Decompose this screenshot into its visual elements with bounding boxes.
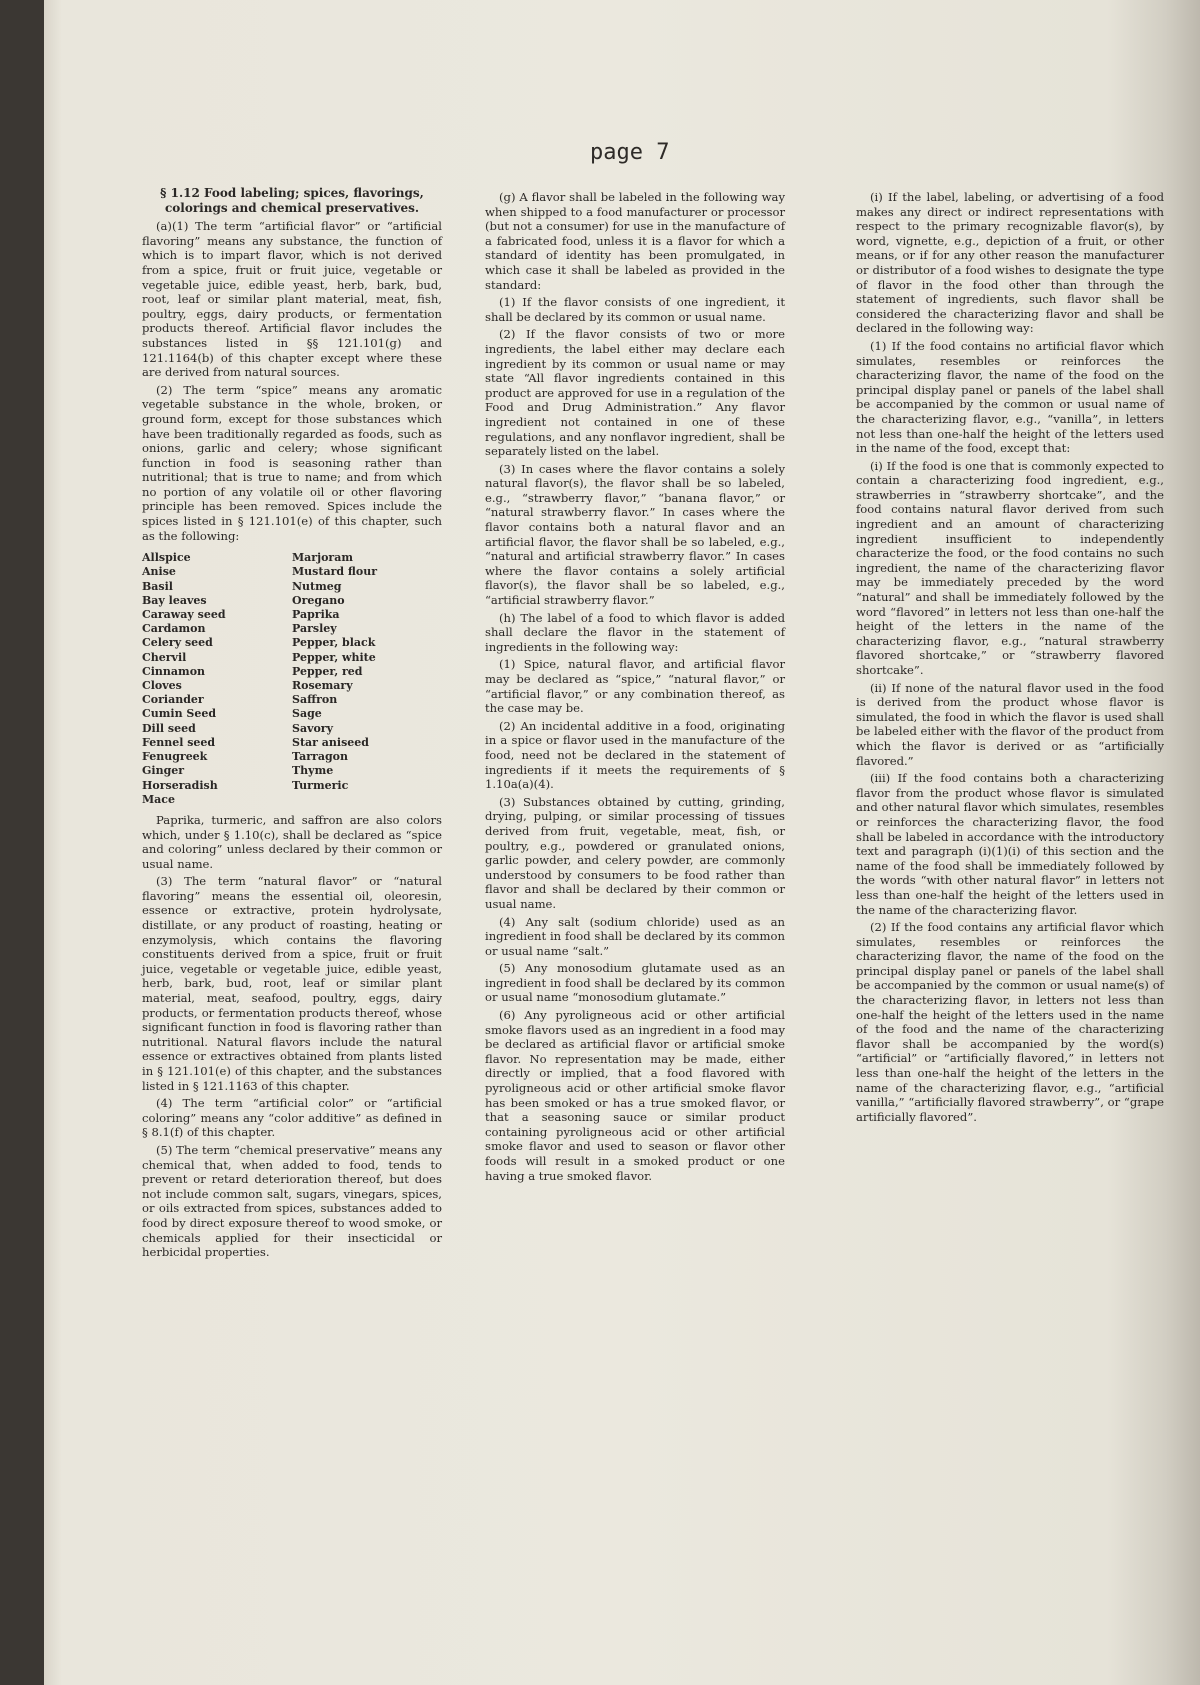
- spice-item: Sage: [292, 707, 322, 721]
- column-3: [856, 190, 1164, 1127]
- spice-item: Saffron: [292, 693, 338, 707]
- column-1: [142, 186, 442, 1263]
- paragraph: (3) In cases where the flavor contains a solely natural flavor(s), the flavor shall be so labeled, e.g., “strawberry flavor,” “banana flavor,” or “natural strawberry flavor.” In cases where the flavor contains both a natural flavor and an artificial flavor, the flavor shall be so labeled, e.g., “natural and artificial strawberry flavor.” In cases where the flavor contains a solely artificial flavor(s), the flavor shall be so labeled, e.g., “artificial strawberry flavor.”: [485, 461, 785, 608]
- spice-item: Coriander: [142, 693, 204, 707]
- paragraph: (1) If the flavor consists of one ingredient, it shall be declared by its common or usual name.: [485, 295, 785, 324]
- spice-item: Cinnamon: [142, 664, 206, 678]
- spice-item: Basil: [142, 579, 173, 593]
- spice-item: Savory: [292, 721, 333, 735]
- paragraph: (5) Any monosodium glutamate used as an ingredient in food shall be declared by its common or usual name “monosodium glutamate.”: [485, 961, 785, 1005]
- document-page: [44, 0, 1200, 1685]
- paragraph: (g) A flavor shall be labeled in the following way when shipped to a food manufacturer or processor (but not a consumer) for use in the manufacture of a fabricated food, unless it is a flavor for which a standard of identity has been promulgated, in which case it shall be labeled as provided in the standard:: [485, 190, 785, 292]
- paragraph: (2) If the food contains any artificial flavor which simulates, resembles or reinforces the characterizing flavor, the name of the food on the principal display panel or panels of the label shall be accompanied by the common or usual name(s) of the characterizing flavor, in letters not less than one-half the height of the letters used in the name of the food and the name of the characterizing flavor shall be accompanied by the word(s) “artificial” or “artificially flavored,” in letters not less than one-half the height of the letters in the name of the characterizing flavor, e.g., “artificial vanilla,” “artificially flavored strawberry”, or “grape artificially flavored”.: [856, 920, 1164, 1124]
- spice-list: [142, 551, 442, 807]
- paragraph: (4) The term “artificial color” or “artificial coloring” means any “color additive” as defined in § 8.1(f) of this chapter.: [142, 1096, 442, 1140]
- spice-item: Cardamon: [142, 622, 206, 636]
- spice-item: Marjoram: [292, 551, 353, 565]
- spice-item: Ginger: [142, 764, 185, 778]
- paragraph: (3) Substances obtained by cutting, grinding, drying, pulping, or similar processing of tissues derived from fruit, vegetable, meat, fish, or poultry, e.g., powdered or granulated onions, garlic powder, and celery powder, are commonly understood by consumers to be food rather than flavor and shall be declared by their common or usual name.: [485, 794, 785, 911]
- page-title: page 7: [590, 140, 670, 165]
- spice-item: Bay leaves: [142, 593, 207, 607]
- spice-list-left: [142, 551, 292, 807]
- spice-item: Parsley: [292, 622, 337, 636]
- paragraph: (iii) If the food contains both a characterizing flavor from the product whose flavor is simulated and other natural flavor which simulates, resembles or reinforces the characterizing flavor, the food shall be labeled in accordance with the introductory text and paragraph (i)(1)(i) of this section and the name of the food shall be immediately followed by the words “with other natural flavor” in letters not less than one-half the height of the letters used in the name of the characterizing flavor.: [856, 771, 1164, 917]
- paragraph: (1) Spice, natural flavor, and artificial flavor may be declared as “spice,” “natural flavor,” or “artificial flavor,” or any combination thereof, as the case may be.: [485, 657, 785, 716]
- spice-item: Thyme: [292, 764, 334, 778]
- spice-item: Oregano: [292, 593, 345, 607]
- spice-item: Mustard flour: [292, 565, 378, 579]
- spice-item: Rosemary: [292, 679, 353, 693]
- spice-item: Allspice: [142, 551, 191, 565]
- spice-item: Nutmeg: [292, 579, 342, 593]
- spice-item: Pepper, white: [292, 650, 376, 664]
- column-2: [485, 190, 785, 1186]
- spice-item: Celery seed: [142, 636, 213, 650]
- paragraph: (2) If the flavor consists of two or more ingredients, the label either may declare each ingredient by its common or usual name or may state “All flavor ingredients contained in this product are approved for use in a regulation of the Food and Drug Administration.” Any flavor ingredient not contained in one of these regulations, and any nonflavor ingredient, shall be separately listed on the label.: [485, 327, 785, 459]
- spice-item: Fenugreek: [142, 750, 208, 764]
- paragraph: (a)(1) The term “artificial flavor” or “artificial flavoring” means any substance, the function of which is to impart flavor, which is not derived from a spice, fruit or fruit juice, vegetable or vegetable juice, edible yeast, herb, bark, bud, root, leaf or similar plant material, meat, fish, poultry, eggs, dairy products, or fermentation products thereof. Artificial flavor includes the substances listed in §§ 121.101(g) and 121.1164(b) of this chapter except where these are derived from natural sources.: [142, 219, 442, 380]
- paragraphs-before: [142, 219, 442, 543]
- spice-item: Mace: [142, 792, 175, 806]
- paragraph: (i) If the food is one that is commonly expected to contain a characterizing food ingredient, e.g., strawberries in “strawberry shortcake”, and the food contains natural flavor derived from such ingredient and an amount of characterizing ingredient insufficient to independently characterize the food, or the food contains no such ingredient, the name of the characterizing flavor may be immediately preceded by the word “natural” and shall be immediately followed by the word “flavored” in letters not less than one-half the height of the letters in the name of the characterizing flavor, e.g., “natural strawberry flavored shortcake,” or “strawberry flavored shortcake”.: [856, 458, 1164, 677]
- paragraph: (6) Any pyroligneous acid or other artificial smoke flavors used as an ingredient in a food may be declared as artificial flavor or artificial smoke flavor. No representation may be made, either directly or implied, that a food flavored with pyroligneous acid or other artificial smoke flavor has been smoked or has a true smoked flavor, or that a seasoning sauce or similar product containing pyroligneous acid or other artificial smoke flavor and used to season or flavor other foods will result in a smoked product or one having a true smoked flavor.: [485, 1008, 785, 1183]
- paragraphs-after: [142, 813, 442, 1260]
- spice-item: Paprika: [292, 608, 340, 622]
- paragraph: (3) The term “natural flavor” or “natural flavoring” means the essential oil, oleoresin, essence or extractive, protein hydrolysate, distillate, or any product of roasting, heating or enzymolysis, which contains the flavoring constituents derived from a spice, fruit or fruit juice, vegetable or vegetable juice, edible yeast, herb, bark, bud, root, leaf or similar plant material, meat, seafood, poultry, eggs, dairy products, or fermentation products thereof, whose significant function in food is flavoring rather than nutritional. Natural flavors include the natural essence or extractives obtained from plants listed in § 121.101(e) of this chapter, and the substances listed in § 121.1163 of this chapter.: [142, 874, 442, 1093]
- spice-item: Chervil: [142, 650, 187, 664]
- paragraph: (2) An incidental additive in a food, originating in a spice or flavor used in the manufacture of the food, need not be declared in the statement of ingredients if it meets the requirements of § 1.10a(a)(4).: [485, 718, 785, 792]
- spice-item: Horseradish: [142, 778, 218, 792]
- spice-item: Anise: [142, 565, 176, 579]
- spice-item: Pepper, red: [292, 664, 363, 678]
- section-heading: § 1.12 Food labeling; spices, flavorings, colorings and chemical preservatives.: [160, 186, 424, 215]
- paragraph: (ii) If none of the natural flavor used in the food is derived from the product whose flavor is simulated, the food in which the flavor is used shall be labeled either with the flavor of the product from which the flavor is derived or as “artificially flavored.”: [856, 680, 1164, 768]
- paragraph: (2) The term “spice” means any aromatic vegetable substance in the whole, broken, or ground form, except for those substances which have been traditionally regarded as foods, such as onions, garlic and celery; whose significant function in food is seasoning rather than nutritional; that is true to name; and from which no portion of any volatile oil or other flavoring principle has been removed. Spices include the spices listed in § 121.101(e) of this chapter, such as the following:: [142, 382, 442, 543]
- spice-item: Fennel seed: [142, 735, 216, 749]
- spice-item: Tarragon: [292, 750, 349, 764]
- paragraph: (1) If the food contains no artificial flavor which simulates, resembles or reinforces the characterizing flavor, the name of the food on the principal display panel or panels of the label shall be accompanied by the common or usual name of the characterizing flavor, e.g., “vanilla”, in letters not less than one-half the height of the letters used in the name of the food, except that:: [856, 338, 1164, 456]
- spice-item: Pepper, black: [292, 636, 376, 650]
- paragraph: (4) Any salt (sodium chloride) used as an ingredient in food shall be declared by its common or usual name “salt.”: [485, 914, 785, 958]
- paragraph: (h) The label of a food to which flavor is added shall declare the flavor in the statement of ingredients in the following way:: [485, 610, 785, 654]
- spice-item: Turmeric: [292, 778, 349, 792]
- paragraph: Paprika, turmeric, and saffron are also colors which, under § 1.10(c), shall be declared as “spice and coloring” unless declared by their common or usual name.: [142, 812, 442, 871]
- paragraph: (i) If the label, labeling, or advertising of a food makes any direct or indirect representations with respect to the primary recognizable flavor(s), by word, vignette, e.g., depiction of a fruit, or other means, or if for any other reason the manufacturer or distributor of a food wishes to designate the type of flavor in the food other than through the statement of ingredients, such flavor shall be considered the characterizing flavor and shall be declared in the following way:: [856, 190, 1164, 336]
- spice-item: Cloves: [142, 679, 182, 693]
- paragraph: (5) The term “chemical preservative” means any chemical that, when added to food, tends to prevent or retard deterioration thereof, but does not include common salt, sugars, vinegars, spices, or oils extracted from spices, substances added to food by direct exposure thereof to wood smoke, or chemicals applied for their insecticidal or herbicidal properties.: [142, 1142, 442, 1260]
- spice-item: Dill seed: [142, 721, 196, 735]
- spice-item: Caraway seed: [142, 608, 226, 622]
- spice-list-right: [292, 551, 442, 807]
- spice-item: Cumin Seed: [142, 707, 217, 721]
- spice-item: Star aniseed: [292, 735, 369, 749]
